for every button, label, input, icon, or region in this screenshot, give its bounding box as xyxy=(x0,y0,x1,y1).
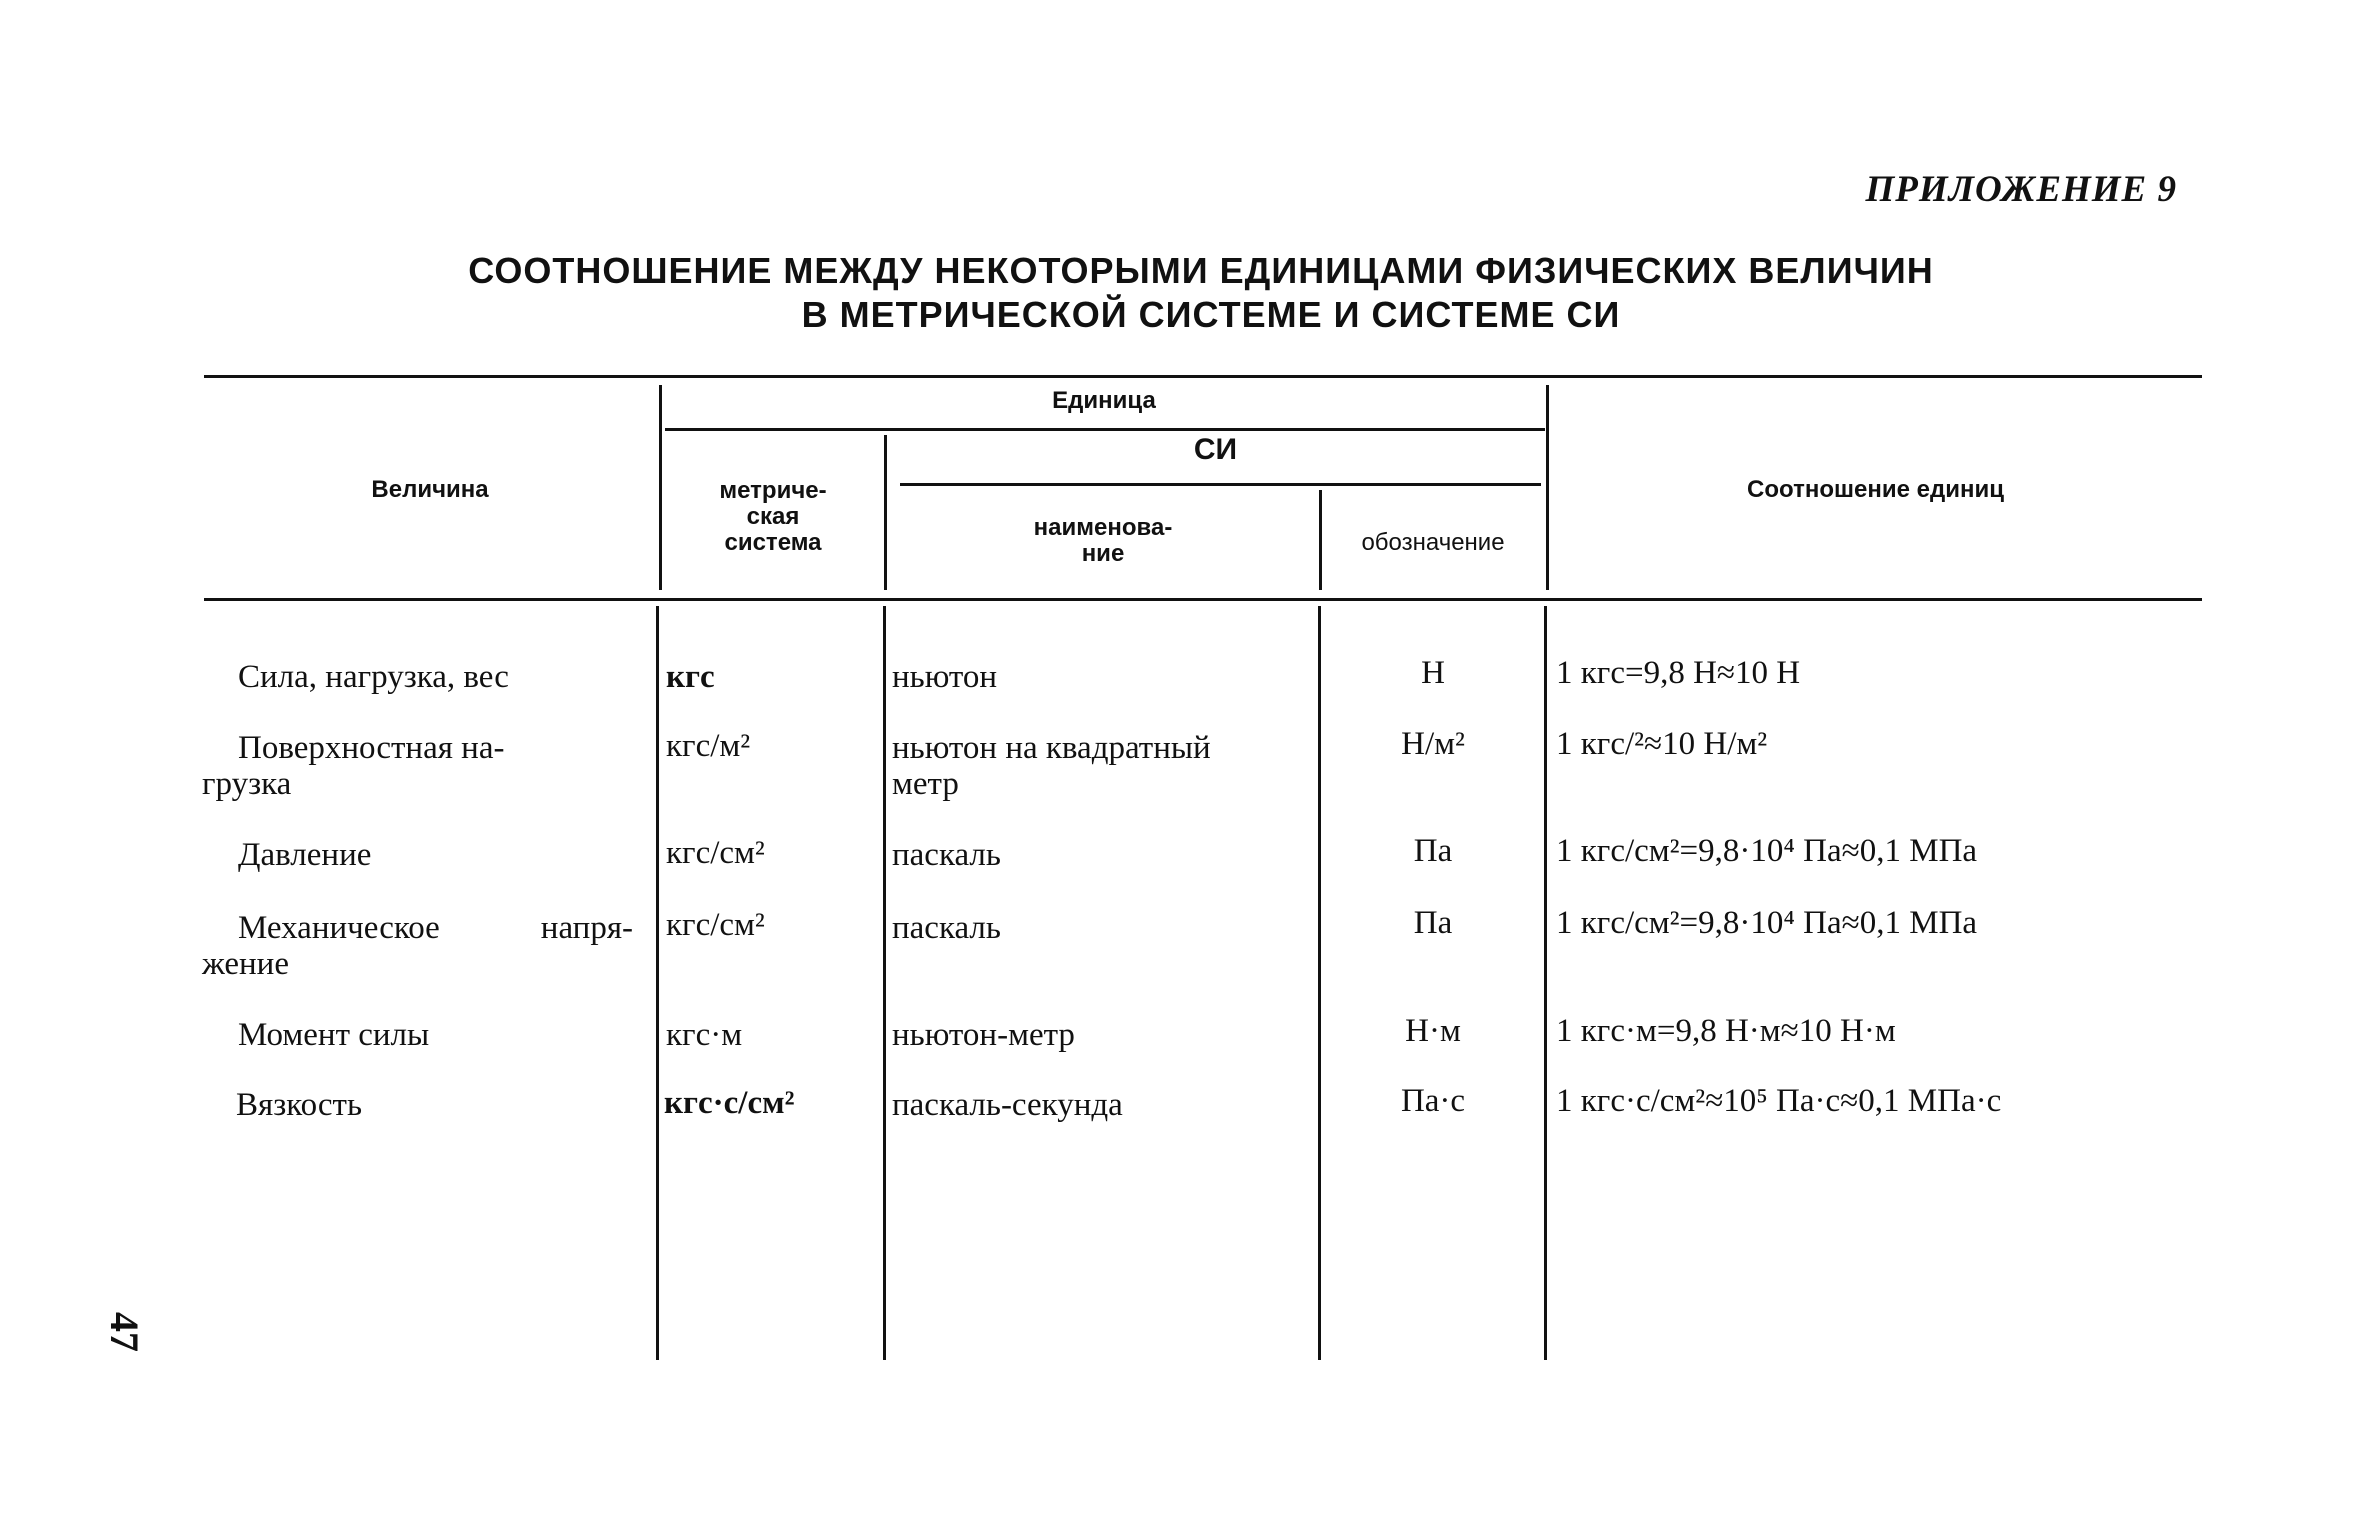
table-row-6-si-name: паскаль-секунда xyxy=(892,1087,1123,1123)
header-si-symbol: обозначение xyxy=(1361,529,1505,556)
table-row-5-quantity: Момент силы xyxy=(238,1017,430,1053)
appendix-label: ПРИЛОЖЕНИЕ 9 xyxy=(1865,169,2177,210)
table-row-5-relation: 1 кгс·м=9,8 Н·м≈10 Н·м xyxy=(1556,1013,1896,1049)
table-row-6-quantity: Вязкость xyxy=(236,1087,363,1123)
header-unit: Единица xyxy=(1052,387,1156,414)
page-number: 47 xyxy=(102,1312,147,1352)
table-row-3-metric: кгс/см² xyxy=(666,835,765,871)
document-title-line-2: В МЕТРИЧЕСКОЙ СИСТЕМЕ И СИСТЕМЕ СИ xyxy=(801,294,1621,335)
document-title-line-1: СООТНОШЕНИЕ МЕЖДУ НЕКОТОРЫМИ ЕДИНИЦАМИ ФИЗИЧЕСКИХ ВЕЛИЧИН xyxy=(468,250,1934,291)
body-divider-metric xyxy=(883,606,886,1360)
table-row-6-metric: кгс·с/см² xyxy=(664,1085,795,1121)
table-top-rule xyxy=(204,375,2202,378)
header-relation: Соотношение единиц xyxy=(1747,476,2004,503)
table-row-2-quantity: Поверхностная на- xyxy=(238,730,505,766)
body-divider-si xyxy=(1318,606,1321,1360)
table-row-3-si-name: паскаль xyxy=(892,837,1001,873)
table-row-5-si-symbol: Н·м xyxy=(1405,1013,1461,1049)
table-row-2-si-symbol: Н/м² xyxy=(1401,726,1465,762)
body-divider-relation xyxy=(1544,606,1547,1360)
table-row-1-si-name: ньютон xyxy=(892,659,998,695)
table-row-1-si-symbol: Н xyxy=(1421,655,1445,691)
header-quantity: Величина xyxy=(371,476,489,503)
unit-group-rule xyxy=(665,428,1545,431)
table-row-6-relation: 1 кгс·с/см²≈10⁵ Па·с≈0,1 МПа·с xyxy=(1556,1083,2002,1119)
table-row-3-relation: 1 кгс/см²=9,8·10⁴ Па≈0,1 МПа xyxy=(1556,833,1978,869)
table-row-2-relation: 1 кгс/²≈10 Н/м² xyxy=(1556,726,1768,762)
table-row-2-quantity-cont: грузка xyxy=(202,766,292,802)
table-row-1-metric: кгс xyxy=(666,659,715,695)
table-row-3-si-symbol: Па xyxy=(1413,833,1453,869)
body-divider-quantity xyxy=(656,606,659,1360)
table-row-6-si-symbol: Па·с xyxy=(1400,1083,1466,1119)
table-row-5-si-name: ньютон-метр xyxy=(892,1017,1075,1053)
table-row-4-quantity-cont: жение xyxy=(202,946,289,982)
table-row-5-metric: кгс·м xyxy=(666,1017,743,1053)
header-bottom-rule xyxy=(204,598,2202,601)
table-row-4-quantity: Механическое напря- xyxy=(238,910,633,946)
table-row-3-quantity: Давление xyxy=(238,837,372,873)
table-row-2-si-name: ньютон на квадратный xyxy=(892,730,1211,766)
table-row-1-relation: 1 кгс=9,8 Н≈10 Н xyxy=(1556,655,1801,691)
table-row-4-relation: 1 кгс/см²=9,8·10⁴ Па≈0,1 МПа xyxy=(1556,905,1978,941)
table-row-4-si-name: паскаль xyxy=(892,910,1001,946)
table-row-1-quantity: Сила, нагрузка, вес xyxy=(238,659,509,695)
header-metric-system: метриче- ская система xyxy=(719,477,827,556)
table-row-2-si-name-cont: метр xyxy=(892,766,959,802)
si-group-rule xyxy=(900,483,1541,486)
header-si-name: наименова- ние xyxy=(1033,514,1173,567)
table-row-4-metric: кгс/см² xyxy=(666,907,765,943)
table-row-4-si-symbol: Па xyxy=(1413,905,1453,941)
header-si: СИ xyxy=(1193,433,1238,466)
table-row-2-metric: кгс/м² xyxy=(666,728,751,764)
